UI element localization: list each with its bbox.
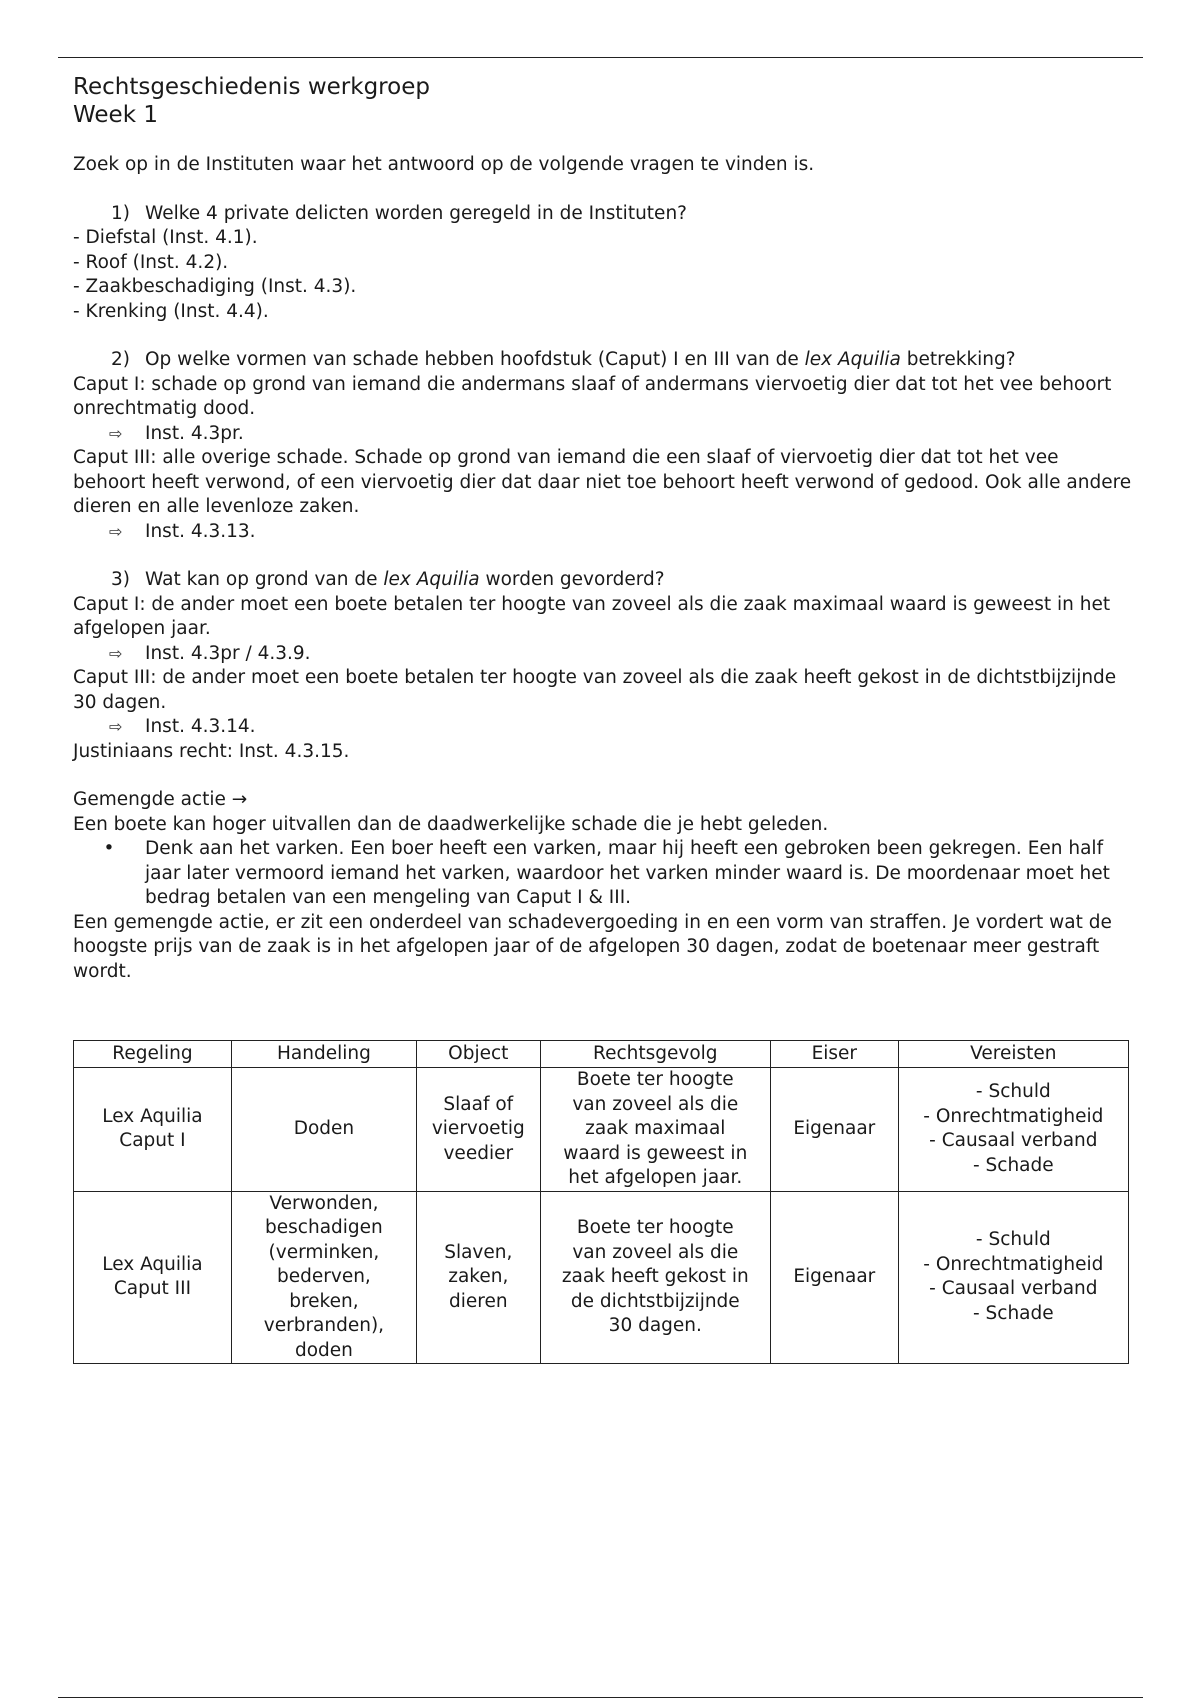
bullet-icon: • xyxy=(103,838,115,859)
question-2-text-italic: lex Aquilia xyxy=(804,349,901,370)
reference-text: Inst. 4.3pr / 4.3.9. xyxy=(145,642,311,664)
cell-line: zaken, xyxy=(448,1266,509,1287)
cell-line: de dichtstbijzijnde xyxy=(570,1290,740,1312)
cell-line: - Causaal verband xyxy=(929,1278,1098,1300)
table-cell-rechtsgevolg xyxy=(540,1191,770,1364)
question-1 xyxy=(73,202,1133,227)
table-cell-vereisten xyxy=(898,1191,1128,1364)
cell-line: verbranden), xyxy=(263,1315,385,1336)
cell-line: - Onrechtmatigheid xyxy=(923,1253,1104,1275)
cell-line: - Onrechtmatigheid xyxy=(923,1105,1104,1127)
question-1-text: Welke 4 private delicten worden geregeld in de Instituten? xyxy=(145,202,687,224)
cell-line: beschadigen xyxy=(265,1217,383,1238)
reference-line xyxy=(73,642,1133,667)
table-cell-eiser xyxy=(770,1068,898,1192)
question-3-text-pre: Wat kan op grond van de xyxy=(145,569,384,590)
mixed-action-heading: Gemengde actie → xyxy=(73,789,248,810)
cell-line: veedier xyxy=(443,1142,514,1164)
question-3-text-italic: lex Aquilia xyxy=(383,569,480,590)
cell-line: zaak heeft gekost in xyxy=(561,1266,749,1287)
table-cell-eiser xyxy=(770,1191,898,1364)
cell-line: Lex Aquilia xyxy=(102,1105,203,1127)
table-cell-handeling xyxy=(231,1068,416,1192)
justinian-law-reference: Justiniaans recht: Inst. 4.3.15. xyxy=(73,740,350,762)
answer-2-caput-3: Caput III: alle overige schade. Schade op grond van iemand die een slaaf of viervoetig dier dat tot het vee behoort heeft verwond, of een viervoetig dier dat daar niet toe behoort heeft verwond of gedood. Ook alle andere dieren en alle levenloze zaken. xyxy=(73,447,1132,517)
cell-line: van zoveel als die xyxy=(572,1093,739,1115)
table-header-row xyxy=(74,1041,1129,1068)
intro-text: Zoek op in de Instituten waar het antwoord op de volgende vragen te vinden is. xyxy=(73,154,815,175)
arrow-right-icon: ⇨ xyxy=(109,521,123,541)
document-title xyxy=(73,73,1133,129)
cell-line: - Schade xyxy=(972,1302,1054,1324)
cell-line: het afgelopen jaar. xyxy=(568,1167,743,1188)
table-header-cell: Handeling xyxy=(231,1041,416,1068)
mixed-action-paragraph: Een gemengde actie, er zit een onderdeel van schadevergoeding in en een vorm van straffen. Je vordert wat de hoogste prijs van de zaak is in het afgelopen jaar of de afgelopen 30 dagen, zodat de boetenaar meer gestraft wordt. xyxy=(73,911,1112,982)
bullet-item xyxy=(73,837,1133,911)
question-2-number: 2) xyxy=(111,349,130,370)
cell-line: Verwonden, xyxy=(269,1192,379,1214)
cell-line: zaak maximaal xyxy=(585,1118,726,1139)
table-cell-rechtsgevolg xyxy=(540,1068,770,1192)
answer-3-caput-3: Caput III: de ander moet een boete betalen ter hoogte van zoveel als die zaak heeft gekost in de dichtstbijzijnde 30 dagen. xyxy=(73,667,1117,713)
reference-line xyxy=(73,520,1133,545)
cell-line: - Schade xyxy=(972,1154,1054,1176)
cell-line: - Schuld xyxy=(975,1229,1051,1251)
table-row xyxy=(74,1191,1129,1364)
table-cell-vereisten xyxy=(898,1068,1128,1192)
cell-line: Lex Aquilia xyxy=(102,1253,203,1275)
table-cell-object xyxy=(416,1068,540,1192)
cell-line: waard is geweest in xyxy=(563,1142,748,1164)
reference-line xyxy=(73,715,1133,740)
cell-line: Caput III xyxy=(113,1278,192,1300)
table-cell-object xyxy=(416,1191,540,1364)
cell-line: (verminken, xyxy=(268,1241,380,1263)
arrow-right-icon: ⇨ xyxy=(109,423,123,443)
answer-1-item: - Diefstal (Inst. 4.1). xyxy=(73,227,258,248)
cell-line: Boete ter hoogte xyxy=(576,1217,734,1238)
cell-line: bederven, xyxy=(277,1266,371,1287)
mixed-action-line: Een boete kan hoger uitvallen dan de daadwerkelijke schade die je hebt geleden. xyxy=(73,813,829,835)
question-3-text-post: worden gevorderd? xyxy=(479,569,665,590)
arrow-right-icon: ⇨ xyxy=(109,643,123,663)
cell-line: Slaaf of xyxy=(443,1093,514,1115)
cell-line: doden xyxy=(294,1339,353,1361)
table-cell-regeling xyxy=(74,1191,232,1364)
cell-line: - Schuld xyxy=(975,1081,1051,1103)
bullet-text: Denk aan het varken. Een boer heeft een varken, maar hij heeft een gebroken been gekregen. Een half jaar later vermoord iemand het varken, waardoor het varken minder waard is. De moordenaar moet het bedrag betalen van een mengeling van Caput I & III. xyxy=(145,838,1110,908)
reference-text: Inst. 4.3pr. xyxy=(145,422,244,444)
table-cell-regeling xyxy=(74,1068,232,1192)
reference-text: Inst. 4.3.13. xyxy=(145,520,256,542)
question-3 xyxy=(73,568,1133,593)
question-2-text-post: betrekking? xyxy=(900,349,1016,370)
cell-line: - Causaal verband xyxy=(929,1130,1098,1152)
question-3-number: 3) xyxy=(111,569,130,590)
lex-aquilia-table xyxy=(73,1040,1129,1364)
answer-1-item: - Zaakbeschadiging (Inst. 4.3). xyxy=(73,276,357,297)
table-header-cell: Eiser xyxy=(770,1041,898,1068)
answer-1-item: - Krenking (Inst. 4.4). xyxy=(73,300,269,322)
document-body xyxy=(73,73,1133,984)
cell-line: breken, xyxy=(289,1290,359,1312)
question-2 xyxy=(73,348,1133,373)
cell-line: Doden xyxy=(293,1118,355,1139)
table-header-cell: Rechtsgevolg xyxy=(540,1041,770,1068)
question-1-number: 1) xyxy=(111,202,130,224)
cell-line: Boete ter hoogte xyxy=(576,1069,734,1090)
cell-line: 30 dagen. xyxy=(608,1315,702,1336)
question-2-text-pre: Op welke vormen van schade hebben hoofdstuk (Caput) I en III van de xyxy=(145,349,805,370)
arrow-right-icon: ⇨ xyxy=(109,717,123,736)
table-header-cell: Vereisten xyxy=(898,1041,1128,1068)
top-rule xyxy=(58,57,1143,58)
cell-line: Eigenaar xyxy=(793,1266,876,1287)
table-cell-handeling xyxy=(231,1191,416,1364)
table-header-cell: Object xyxy=(416,1041,540,1068)
reference-text: Inst. 4.3.14. xyxy=(145,716,256,737)
cell-line: dieren xyxy=(449,1290,508,1312)
cell-line: van zoveel als die xyxy=(572,1241,739,1263)
answer-3-caput-1: Caput I: de ander moet een boete betalen ter hoogte van zoveel als die zaak maximaal waard is geweest in het afgelopen jaar. xyxy=(73,593,1111,639)
cell-line: viervoetig xyxy=(431,1118,525,1139)
table-header-cell: Regeling xyxy=(74,1041,232,1068)
cell-line: Eigenaar xyxy=(793,1118,876,1139)
cell-line: Slaven, xyxy=(444,1241,513,1263)
answer-2-caput-1: Caput I: schade op grond van iemand die andermans slaaf of andermans viervoetig dier dat tot het vee behoort onrechtmatig dood. xyxy=(73,373,1112,419)
table-row xyxy=(74,1068,1129,1192)
bottom-rule xyxy=(58,1697,1143,1698)
title-line-2: Week 1 xyxy=(73,102,158,128)
title-line-1: Rechtsgeschiedenis werkgroep xyxy=(73,74,430,100)
reference-line xyxy=(73,422,1133,447)
answer-1-item: - Roof (Inst. 4.2). xyxy=(73,251,229,273)
cell-line: Caput I xyxy=(119,1130,186,1152)
